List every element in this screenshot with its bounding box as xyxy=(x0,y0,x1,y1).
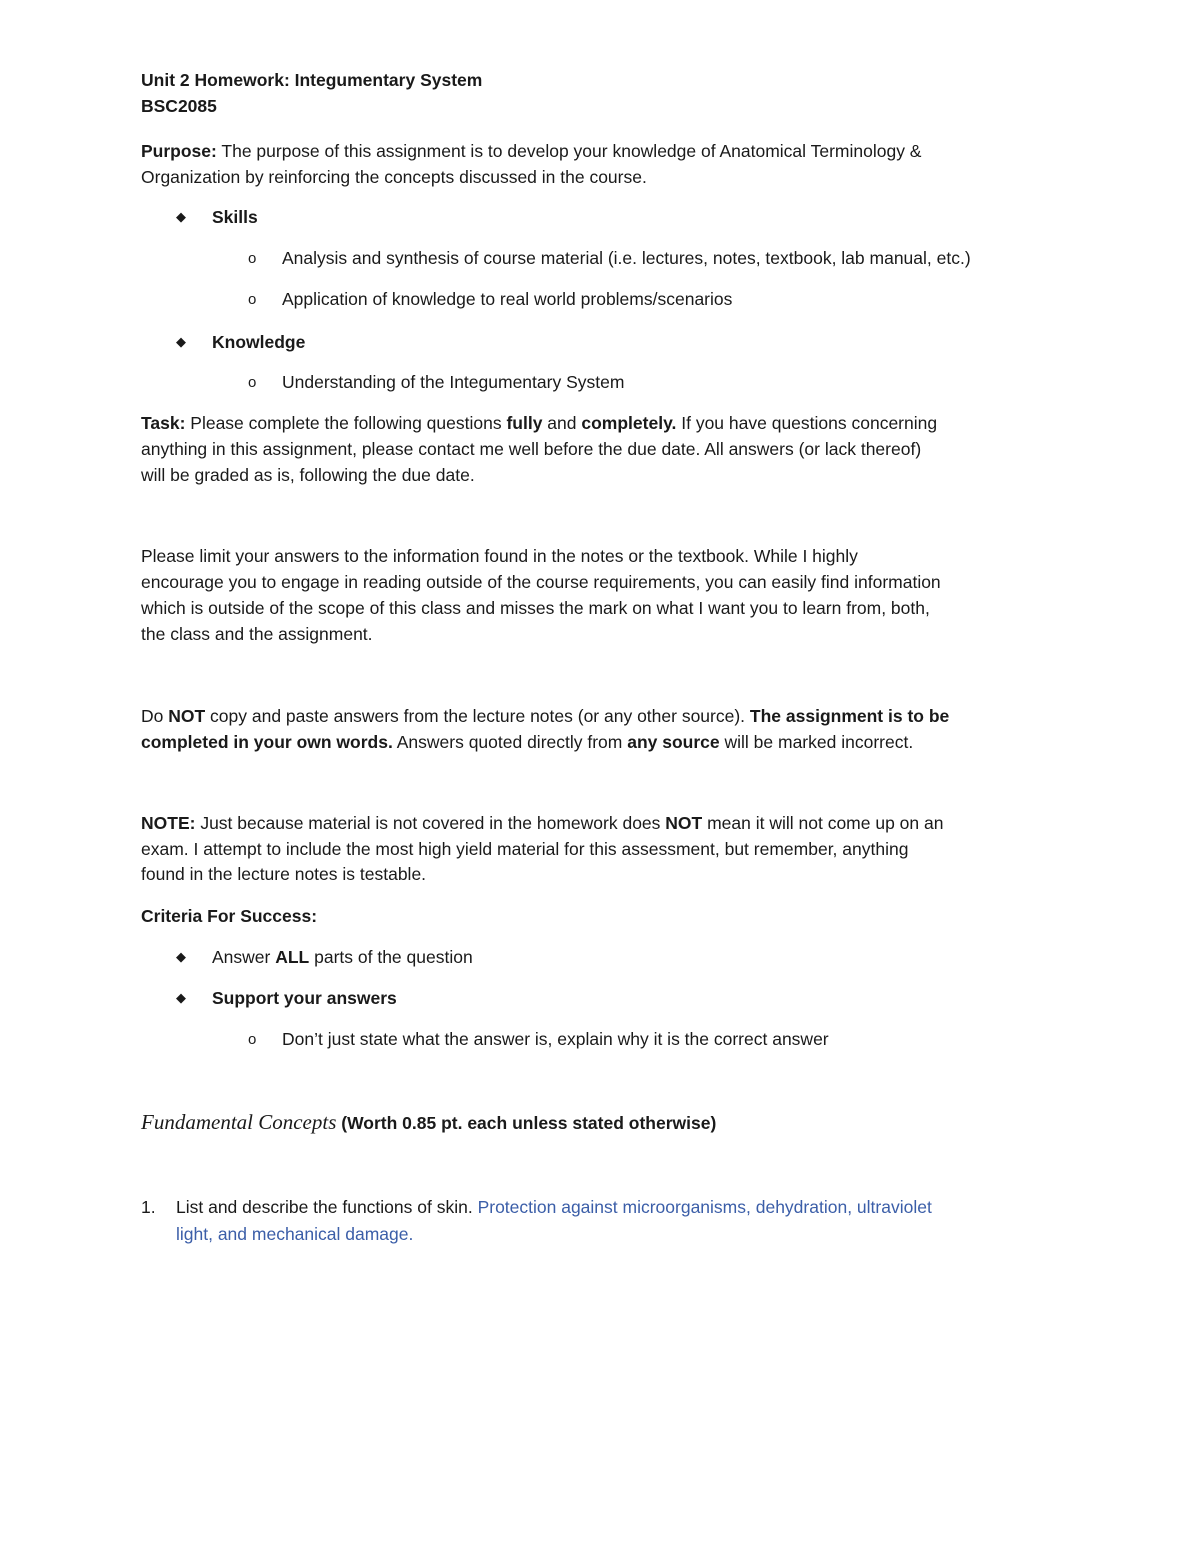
note-line-3: found in the lecture notes is testable. xyxy=(141,864,427,884)
task-text: and xyxy=(542,413,582,433)
copy-emphasis: any source xyxy=(627,732,720,752)
task-line-1 xyxy=(141,413,937,434)
purpose-line-1 xyxy=(141,141,921,162)
copy-emphasis: completed in your own words. xyxy=(141,732,393,752)
bullet-icon: ◆ xyxy=(176,209,186,224)
copy-text: copy and paste answers from the lecture notes (or any other source). xyxy=(205,706,750,726)
section-worth: (Worth 0.85 pt. each unless stated otherwise) xyxy=(336,1113,717,1133)
skills-item-2: Application of knowledge to real world problems/scenarios xyxy=(282,289,733,309)
copy-emphasis: The assignment is to be xyxy=(749,706,950,726)
note-text: mean it will not come up on an xyxy=(702,813,944,833)
criteria-emphasis: ALL xyxy=(275,947,310,967)
note-line-2: exam. I attempt to include the most high yield material for this assessment, but remember, anything xyxy=(141,839,909,859)
section-heading xyxy=(141,1110,716,1135)
circle-bullet-icon: o xyxy=(248,374,257,391)
copy-line-1 xyxy=(141,706,949,727)
note-line-1 xyxy=(141,813,943,834)
copy-emphasis: NOT xyxy=(168,706,206,726)
purpose-text-1: The purpose of this assignment is to develop your knowledge of Anatomical Terminology & xyxy=(216,141,922,161)
task-line-3: will be graded as is, following the due date. xyxy=(141,465,475,485)
task-label: Task: xyxy=(141,413,186,433)
question-text: List and describe the functions of skin. xyxy=(176,1197,478,1217)
task-emphasis: completely. xyxy=(581,413,677,433)
skills-label: Skills xyxy=(212,207,258,227)
copy-line-2 xyxy=(141,732,913,753)
criteria-item-1 xyxy=(212,947,473,968)
question-number: 1. xyxy=(141,1197,156,1217)
bullet-icon: ◆ xyxy=(176,990,186,1005)
criteria-item-2: Support your answers xyxy=(212,988,397,1008)
copy-text: Do xyxy=(141,706,169,726)
bullet-icon: ◆ xyxy=(176,334,186,349)
task-line-2: anything in this assignment, please contact me well before the due date. All answers (or lack thereof) xyxy=(141,439,922,459)
limit-line-3: which is outside of the scope of this class and misses the mark on what I want you to learn from, both, xyxy=(141,598,930,618)
limit-line-4: the class and the assignment. xyxy=(141,624,373,644)
criteria-text: Answer xyxy=(212,947,276,967)
question-1-line-1 xyxy=(176,1197,932,1218)
course-code: BSC2085 xyxy=(141,96,217,116)
task-emphasis: fully xyxy=(506,413,543,433)
doc-title: Unit 2 Homework: Integumentary System xyxy=(141,70,483,90)
circle-bullet-icon: o xyxy=(248,291,257,308)
knowledge-label: Knowledge xyxy=(212,332,306,352)
bullet-icon: ◆ xyxy=(176,949,186,964)
copy-text: Answers quoted directly from xyxy=(392,732,628,752)
question-1-line-2: light, and mechanical damage. xyxy=(176,1224,414,1244)
circle-bullet-icon: o xyxy=(248,250,257,267)
task-text: Please complete the following questions xyxy=(185,413,507,433)
note-text: Just because material is not covered in the homework does xyxy=(195,813,666,833)
note-label: NOTE: xyxy=(141,813,196,833)
copy-text: will be marked incorrect. xyxy=(719,732,914,752)
criteria-text: parts of the question xyxy=(309,947,473,967)
criteria-label: Criteria For Success: xyxy=(141,906,318,926)
note-emphasis: NOT xyxy=(665,813,703,833)
criteria-sub-item: Don’t just state what the answer is, explain why it is the correct answer xyxy=(282,1029,829,1049)
section-title: Fundamental Concepts xyxy=(141,1110,337,1134)
answer-text: Protection against microorganisms, dehydration, ultraviolet xyxy=(477,1197,932,1217)
limit-line-2: encourage you to engage in reading outside of the course requirements, you can easily find information xyxy=(141,572,941,592)
limit-line-1: Please limit your answers to the information found in the notes or the textbook. While I highly xyxy=(141,546,858,566)
purpose-label: Purpose: xyxy=(141,141,217,161)
task-text: If you have questions concerning xyxy=(676,413,938,433)
circle-bullet-icon: o xyxy=(248,1031,257,1048)
purpose-line-2: Organization by reinforcing the concepts discussed in the course. xyxy=(141,167,647,187)
skills-item-1: Analysis and synthesis of course material (i.e. lectures, notes, textbook, lab manual, etc.) xyxy=(282,248,971,268)
knowledge-item-1: Understanding of the Integumentary System xyxy=(282,372,625,392)
